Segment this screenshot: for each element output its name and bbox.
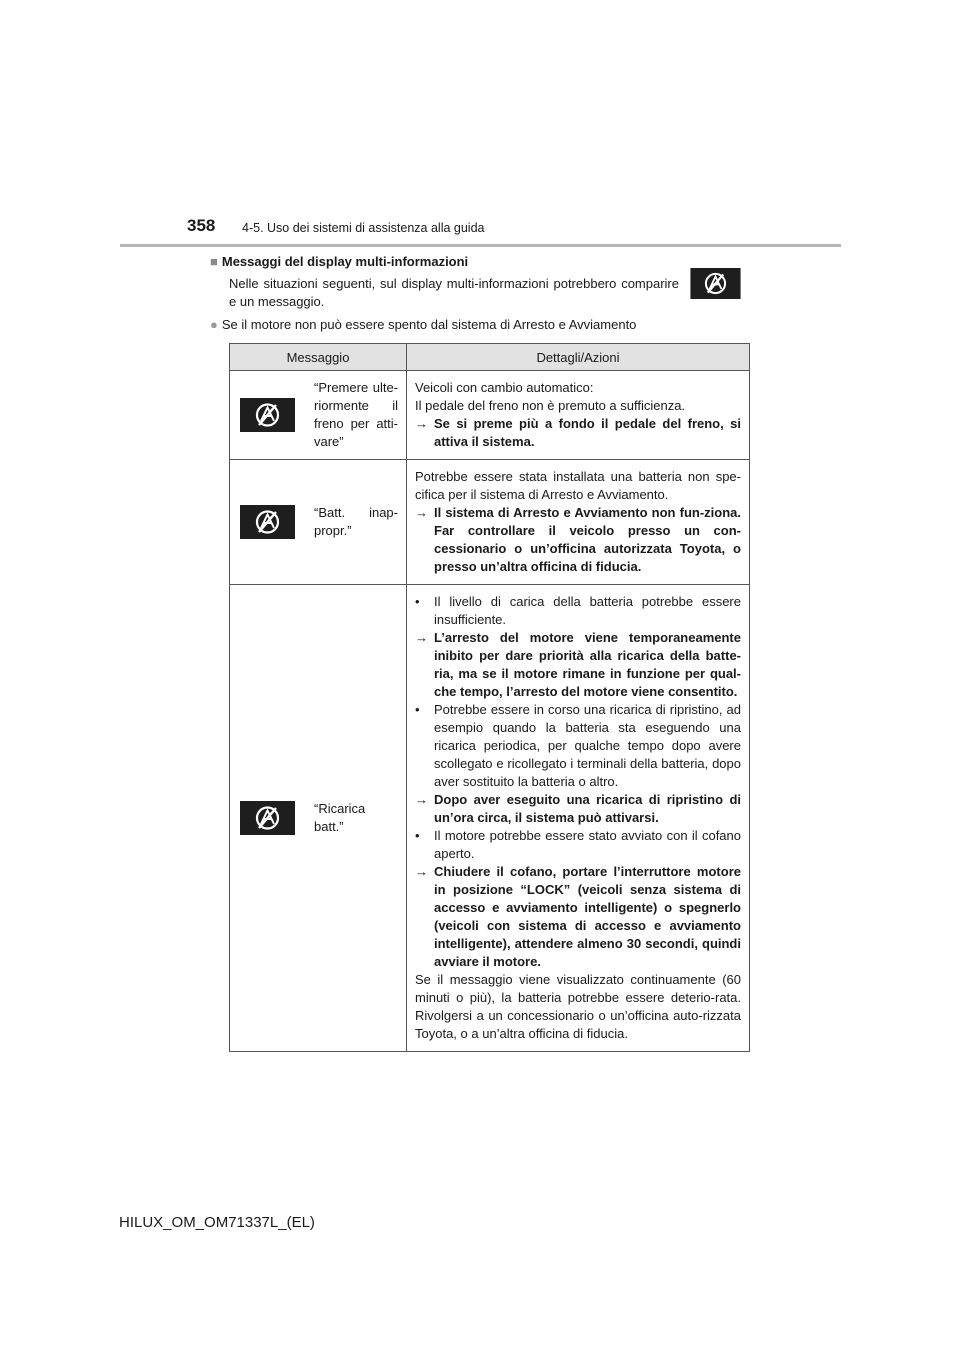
action-item — [415, 504, 741, 576]
bullet-text: Potrebbe essere in corso una ricarica di ripristino, ad esempio quando la batteria sta eseguendo una ricarica periodica, per qualche tempo dopo avere scollegato e ricollegato i terminali della batteria, dopo aver sostituito la batteria o altro. — [434, 702, 741, 789]
table-row — [230, 585, 750, 1052]
arrow-icon: → — [415, 792, 428, 807]
arrow-icon: → — [415, 416, 428, 431]
bullet-item — [415, 701, 741, 791]
dot-bullet-icon: • — [415, 828, 420, 843]
stop-start-off-warning-icon — [240, 505, 295, 539]
details-note: Se il messaggio viene visualizzato continuamente (60 minuti o più), la batteria potrebbe essere deterio-rata. Rivolgersi a un concessionario o un’officina auto-rizzata Toyota, o a un’altra officina di fiducia. — [415, 972, 741, 1041]
message-cell — [230, 585, 407, 1052]
action-item — [415, 415, 741, 451]
subsection-heading — [210, 254, 468, 269]
details-line: Potrebbe essere stata installata una batteria non spe-cifica per il sistema di Arresto e Avviamento. — [415, 469, 741, 502]
details-cell — [407, 585, 750, 1052]
circle-bullet-icon: ● — [210, 317, 218, 332]
header-messaggio: Messaggio — [230, 344, 407, 371]
heading-text: Messaggi del display multi-informazioni — [221, 254, 469, 269]
condition-text: Se il motore non può essere spento dal sistema di Arresto e Avviamento — [221, 317, 637, 332]
dot-bullet-icon: • — [415, 702, 420, 717]
message-cell — [230, 371, 407, 460]
table-row — [230, 460, 750, 585]
document-code: HILUX_OM_OM71337L_(EL) — [119, 1214, 315, 1231]
table-row — [230, 371, 750, 460]
stop-start-off-warning-icon — [240, 801, 295, 835]
bullet-text: Il livello di carica della batteria potrebbe essere insufficiente. — [434, 594, 741, 627]
message-text: “Batt. inap-propr.” — [314, 505, 398, 538]
bullet-text: Il motore potrebbe essere stato avviato con il cofano aperto. — [434, 828, 741, 861]
details-line: Veicoli con cambio automatico: — [415, 380, 594, 395]
bullet-item — [415, 593, 741, 629]
message-text: “Premere ulte-riormente il freno per atti-vare” — [314, 380, 398, 449]
header-divider — [120, 244, 841, 247]
bullet-item — [415, 827, 741, 863]
message-cell — [230, 460, 407, 585]
message-text: “Ricarica batt.” — [314, 801, 366, 834]
action-text: Se si preme più a fondo il pedale del freno, si attiva il sistema. — [434, 416, 741, 449]
condition-bullet — [210, 317, 636, 332]
intro-paragraph: Nelle situazioni seguenti, sul display multi-informazioni potrebbero comparire e un messaggio. — [229, 276, 679, 309]
details-line: Il pedale del freno non è premuto a sufficienza. — [415, 398, 686, 413]
action-item — [415, 863, 741, 971]
action-text: Dopo aver eseguito una ricarica di ripristino di un’ora circa, il sistema può attivarsi. — [434, 792, 741, 825]
page-number: 358 — [187, 216, 216, 235]
dot-bullet-icon: • — [415, 594, 420, 609]
details-cell — [407, 460, 750, 585]
header-dettagli: Dettagli/Azioni — [407, 344, 750, 371]
details-cell — [407, 371, 750, 460]
action-text: Il sistema di Arresto e Avviamento non fun-ziona. Far controllare il veicolo presso un con-cessionario o un’officina autorizzata Toyota, o presso un’altra officina di fiducia. — [434, 505, 741, 574]
table-header-row — [230, 344, 750, 371]
arrow-icon: → — [415, 505, 428, 520]
square-bullet-icon: ■ — [210, 254, 218, 269]
action-text: Chiudere il cofano, portare l’interruttore motore in posizione “LOCK” (veicoli senza sistema di accesso e avviamento intelligente) o spegnerlo (veicoli con sistema di accesso e avviamento intelligente), attendere almeno 30 secondi, quindi avviare il motore. — [434, 864, 741, 969]
stop-start-off-warning-icon — [688, 268, 743, 299]
arrow-icon: → — [415, 630, 428, 645]
section-title: 4-5. Uso dei sistemi di assistenza alla guida — [242, 221, 485, 235]
action-item — [415, 791, 741, 827]
stop-start-off-warning-icon — [240, 398, 295, 432]
action-text: L’arresto del motore viene temporaneamente inibito per dare priorità alla ricarica della batte-ria, ma se il motore rimane in funzione per qual-che tempo, l’arresto del motore viene consentito. — [434, 630, 741, 699]
action-item — [415, 629, 741, 701]
arrow-icon: → — [415, 864, 428, 879]
messages-table — [229, 343, 750, 1052]
